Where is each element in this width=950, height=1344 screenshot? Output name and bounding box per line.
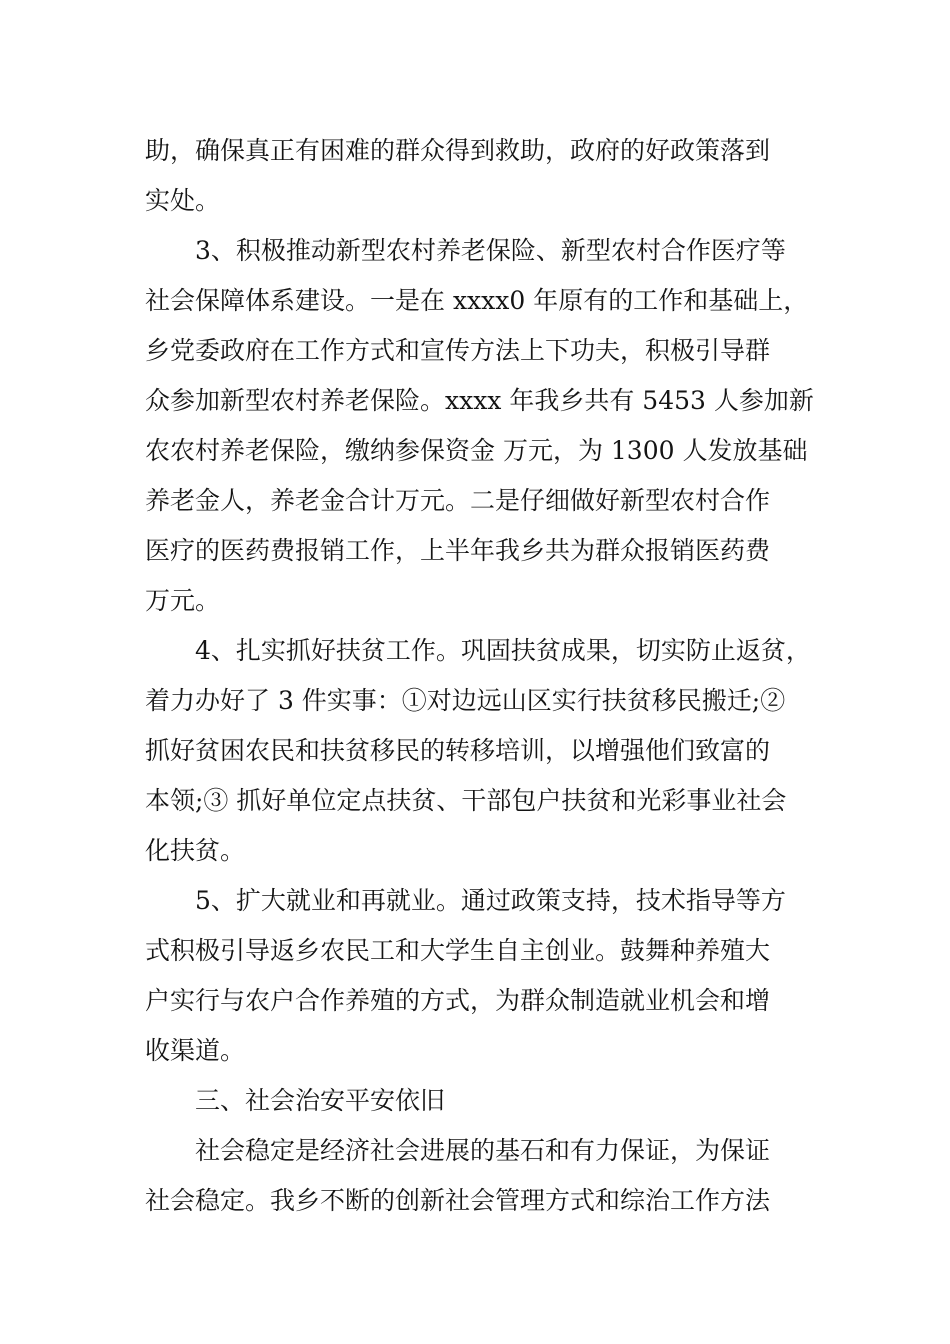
text-line: 实处。 <box>145 186 221 215</box>
text-line: 收渠道。 <box>145 1036 246 1065</box>
text-line: 化扶贫。 <box>145 836 246 865</box>
text-line: 着力办好了 3 件实事：①对边远山区实行扶贫移民搬迁;② <box>145 686 786 715</box>
text-line: 式积极引导返乡农民工和大学生自主创业。鼓舞种养殖大 <box>145 936 771 965</box>
text-line: 养老金人，养老金合计万元。二是仔细做好新型农村合作 <box>145 486 771 515</box>
paragraph-start-line: 3、积极推动新型农村养老保险、新型农村合作医疗等 <box>195 236 786 265</box>
text-line: 社会保障体系建设。一是在 xxxx0 年原有的工作和基础上， <box>145 286 809 315</box>
text-line: 户实行与农户合作养殖的方式，为群众制造就业机会和增 <box>145 986 771 1015</box>
text-line: 社会稳定。我乡不断的创新社会管理方式和综治工作方法 <box>145 1186 771 1215</box>
text-line: 医疗的医药费报销工作，上半年我乡共为群众报销医药费 <box>145 536 771 565</box>
text-line: 本领;③ 抓好单位定点扶贫、干部包户扶贫和光彩事业社会 <box>145 786 787 815</box>
text-line: 抓好贫困农民和扶贫移民的转移培训，以增强他们致富的 <box>145 736 771 765</box>
text-line: 农农村养老保险，缴纳参保资金 万元，为 1300 人发放基础 <box>145 436 808 465</box>
text-line: 助，确保真正有困难的群众得到救助，政府的好政策落到 <box>145 136 771 165</box>
text-line: 众参加新型农村养老保险。xxxx 年我乡共有 5453 人参加新 <box>145 386 814 415</box>
paragraph-start-line: 4、扎实抓好扶贫工作。巩固扶贫成果，切实防止返贫， <box>195 636 811 665</box>
paragraph-start-line: 5、扩大就业和再就业。通过政策支持，技术指导等方 <box>195 886 786 915</box>
paragraph-start-line: 社会稳定是经济社会进展的基石和有力保证，为保证 <box>195 1136 771 1165</box>
section-heading: 三、社会治安平安依旧 <box>195 1086 446 1115</box>
text-line: 万元。 <box>145 586 221 615</box>
text-line: 乡党委政府在工作方式和宣传方法上下功夫，积极引导群 <box>145 336 771 365</box>
